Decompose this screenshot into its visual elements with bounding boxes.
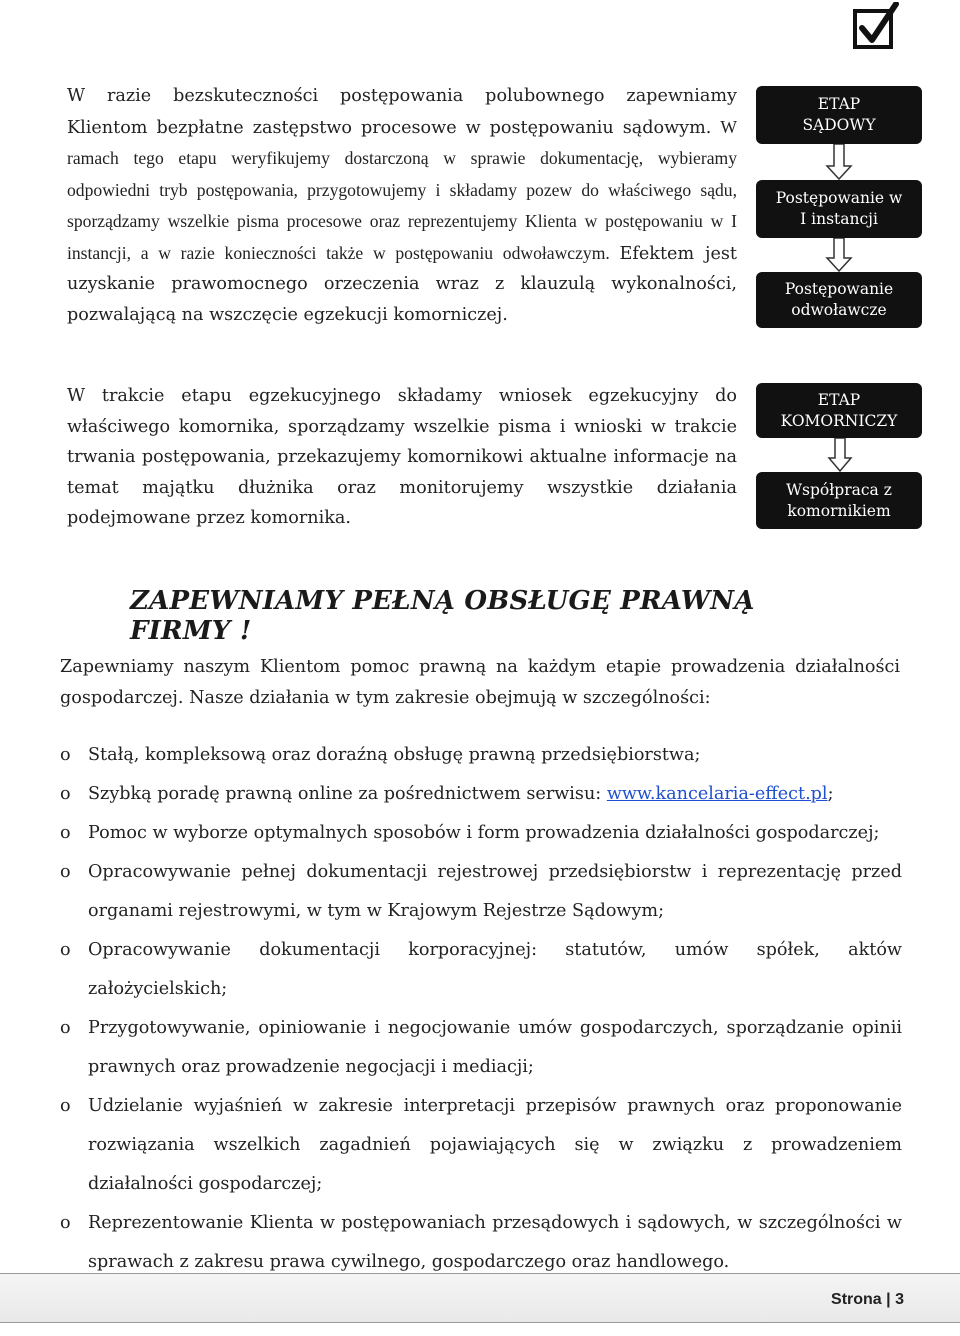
- court-stage-sentence-1: W razie bezskuteczności postępowania polubownego zapewniamy Klientom bezpłatne zastępstwo procesowe w postępowaniu sądowym.: [67, 86, 737, 138]
- down-arrow-icon: [825, 144, 853, 180]
- page-value: 3: [895, 1291, 904, 1308]
- online-suffix: ;: [827, 784, 834, 804]
- bailiff-stage-box: [756, 383, 922, 438]
- bullet-icon: o: [60, 823, 71, 843]
- first-instance-box: [756, 180, 922, 238]
- bullet-icon: o: [60, 940, 71, 960]
- list-item: [60, 1087, 902, 1204]
- bullet-icon: o: [60, 862, 71, 882]
- website-link[interactable]: www.kancelaria-effect.pl: [606, 784, 828, 804]
- list-item: [60, 931, 902, 1009]
- list-item-text: Pomoc w wyborze optymalnych sposobów i form prowadzenia działalności gospodarczej;: [88, 823, 880, 843]
- bullet-icon: o: [60, 784, 71, 804]
- list-item: [60, 1204, 902, 1282]
- list-item: [60, 736, 902, 775]
- section-heading: ZAPEWNIAMY PEŁNĄ OBSŁUGĘ PRAWNĄ FIRMY !: [130, 586, 755, 646]
- list-item-text: Opracowywanie pełnej dokumentacji rejestrowej przedsiębiorstw i reprezentację przed organami rejestrowymi, w tym w Krajowym Rejestrze Sądowym;: [88, 862, 902, 921]
- list-item-text: Stałą, kompleksową oraz doraźną obsługę prawną przedsiębiorstwa;: [88, 745, 701, 765]
- online-prefix: Szybką poradę prawną online za pośrednictwem serwisu:: [88, 784, 607, 804]
- services-list: [60, 736, 902, 1282]
- cooperation-box: [756, 472, 922, 529]
- box-line: ETAP: [817, 95, 861, 113]
- list-item: [60, 1009, 902, 1087]
- list-item-text: Udzielanie wyjaśnień w zakresie interpretacji przepisów prawnych oraz proponowanie rozwiązania wszelkich zagadnień pojawiających się w związku z prowadzeniem działalności gospodarczej;: [88, 1096, 902, 1194]
- court-stage-box: [756, 86, 922, 144]
- box-line: odwoławcze: [791, 301, 887, 319]
- bullet-icon: o: [60, 745, 71, 765]
- list-item: [60, 775, 902, 814]
- bailiff-stage-paragraph: W trakcie etapu egzekucyjnego składamy wniosek egzekucyjny do właściwego komornika, sporządzamy wszelkie pisma i wnioski w trakcie trwania postępowania, przekazujemy komornikowi aktualne informacje na temat majątku dłużnika oraz monitorujemy wszystkie działania podejmowane przez komornika.: [67, 386, 737, 528]
- box-line: I instancji: [800, 210, 878, 228]
- intro-paragraph: Zapewniamy naszym Klientom pomoc prawną na każdym etapie prowadzenia działalności gospodarczej. Nasze działania w tym zakresie obejmują w szczególności:: [60, 657, 900, 708]
- box-line: ETAP: [817, 390, 861, 409]
- footer-bar: [0, 1273, 960, 1323]
- box-line: Postępowanie w: [775, 189, 903, 207]
- box-line: SĄDOWY: [802, 116, 876, 134]
- list-item-text: Reprezentowanie Klienta w postępowaniach przesądowych i sądowych, w szczególności w sprawach z zakresu prawa cywilnego, gospodarczego oraz handlowego.: [88, 1213, 902, 1272]
- bullet-icon: o: [60, 1096, 71, 1116]
- bullet-icon: o: [60, 1018, 71, 1038]
- appeal-box: [756, 272, 922, 328]
- court-stage-sentence-3: Efektem jest uzyskanie prawomocnego orzeczenia wraz z klauzulą wykonalności, pozwalającą na wszczęcie egzekucji komorniczej.: [67, 243, 738, 325]
- court-stage-paragraph: [67, 81, 737, 330]
- list-item-text: Opracowywanie dokumentacji korporacyjnej: statutów, umów spółek, aktów założycielskich;: [88, 940, 902, 999]
- box-line: komornikiem: [787, 501, 891, 520]
- box-line: Postępowanie: [784, 280, 894, 298]
- checkbox-checked-icon: [852, 2, 900, 50]
- list-item: [60, 853, 902, 931]
- list-item-text: Przygotowywanie, opiniowanie i negocjowanie umów gospodarczych, sporządzanie opinii prawnych oraz prowadzenie negocjacji i mediacji;: [88, 1018, 902, 1077]
- page-number: [831, 1291, 904, 1309]
- bullet-icon: o: [60, 1213, 71, 1233]
- down-arrow-icon: [825, 238, 853, 272]
- court-stage-sentence-2: W ramach tego etapu weryfikujemy dostarczoną w sprawie dokumentację, wybieramy odpowiedni tryb postępowania, przygotowujemy i składamy pozew do właściwego sądu, sporządzamy wszelkie pisma procesowe oraz reprezentujemy Klienta w postępowaniu w I instancji, a w razie konieczności także w postępowaniu odwoławczym.: [67, 116, 737, 263]
- box-line: KOMORNICZY: [780, 411, 898, 430]
- list-item: [60, 814, 902, 853]
- page-label: Strona: [831, 1291, 882, 1308]
- page-separator: |: [886, 1291, 891, 1308]
- down-arrow-icon: [827, 438, 853, 472]
- box-line: Współpraca z: [786, 480, 892, 499]
- list-item-text: [88, 775, 902, 814]
